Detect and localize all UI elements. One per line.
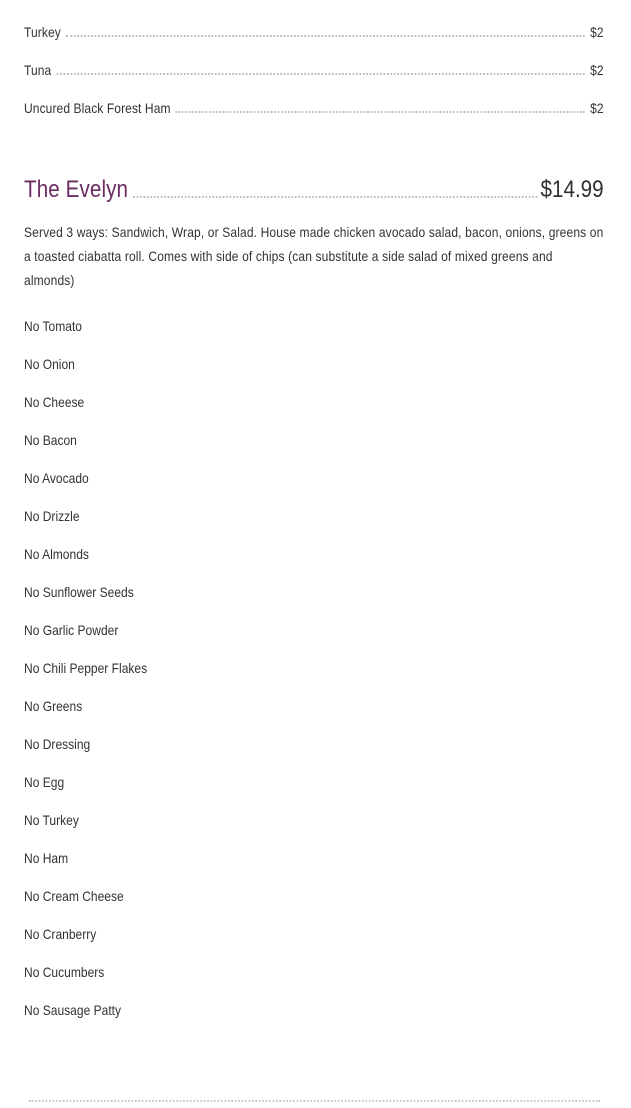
option-no-cranberry[interactable]: No Cranberry: [24, 926, 97, 942]
item-title: The Evelyn: [24, 176, 129, 203]
item-description: Served 3 ways: Sandwich, Wrap, or Salad. House made chicken avocado salad, bacon, onions, greens on a toasted ciabatta roll. Comes with side of chips (can substitute a side salad of mixed greens and almonds): [24, 224, 604, 288]
addon-name: Tuna: [24, 62, 52, 78]
option-no-greens[interactable]: No Greens: [24, 698, 83, 714]
option-no-sausage-patty[interactable]: No Sausage Patty: [24, 1002, 122, 1018]
addon-price: $2: [590, 100, 604, 116]
option-no-cream-cheese[interactable]: No Cream Cheese: [24, 888, 124, 904]
top-cutoff-decoration: [24, 0, 72, 2]
option-no-cucumbers[interactable]: No Cucumbers: [24, 964, 105, 980]
dotted-leader: [176, 111, 585, 113]
option-no-garlic-powder[interactable]: No Garlic Powder: [24, 622, 119, 638]
option-no-sunflower-seeds[interactable]: No Sunflower Seeds: [24, 584, 134, 600]
option-no-tomato[interactable]: No Tomato: [24, 318, 83, 334]
dotted-leader: [133, 196, 537, 198]
next-item-header: [24, 1078, 604, 1108]
option-no-turkey[interactable]: No Turkey: [24, 812, 79, 828]
addon-row-ham[interactable]: [24, 96, 604, 116]
addon-price: $2: [590, 62, 604, 78]
item-price: $14.99: [540, 176, 604, 203]
option-no-drizzle[interactable]: No Drizzle: [24, 508, 80, 524]
addon-price: $2: [590, 24, 604, 40]
option-no-chili-pepper-flakes[interactable]: No Chili Pepper Flakes: [24, 660, 148, 676]
option-no-cheese[interactable]: No Cheese: [24, 394, 85, 410]
option-no-ham[interactable]: No Ham: [24, 850, 69, 866]
addon-name: Turkey: [24, 24, 61, 40]
option-no-avocado[interactable]: No Avocado: [24, 470, 89, 486]
item-header: [24, 174, 604, 204]
option-no-egg[interactable]: No Egg: [24, 774, 65, 790]
option-no-bacon[interactable]: No Bacon: [24, 432, 77, 448]
addon-row-turkey[interactable]: [24, 20, 604, 40]
addon-name: Uncured Black Forest Ham: [24, 100, 171, 116]
dotted-leader: [29, 1100, 600, 1102]
menu-page: [24, 0, 604, 1089]
dotted-leader: [57, 73, 585, 75]
option-no-almonds[interactable]: No Almonds: [24, 546, 89, 562]
dotted-leader: [66, 35, 585, 37]
addon-row-tuna[interactable]: [24, 58, 604, 78]
option-no-onion[interactable]: No Onion: [24, 356, 75, 372]
option-no-dressing[interactable]: No Dressing: [24, 736, 91, 752]
